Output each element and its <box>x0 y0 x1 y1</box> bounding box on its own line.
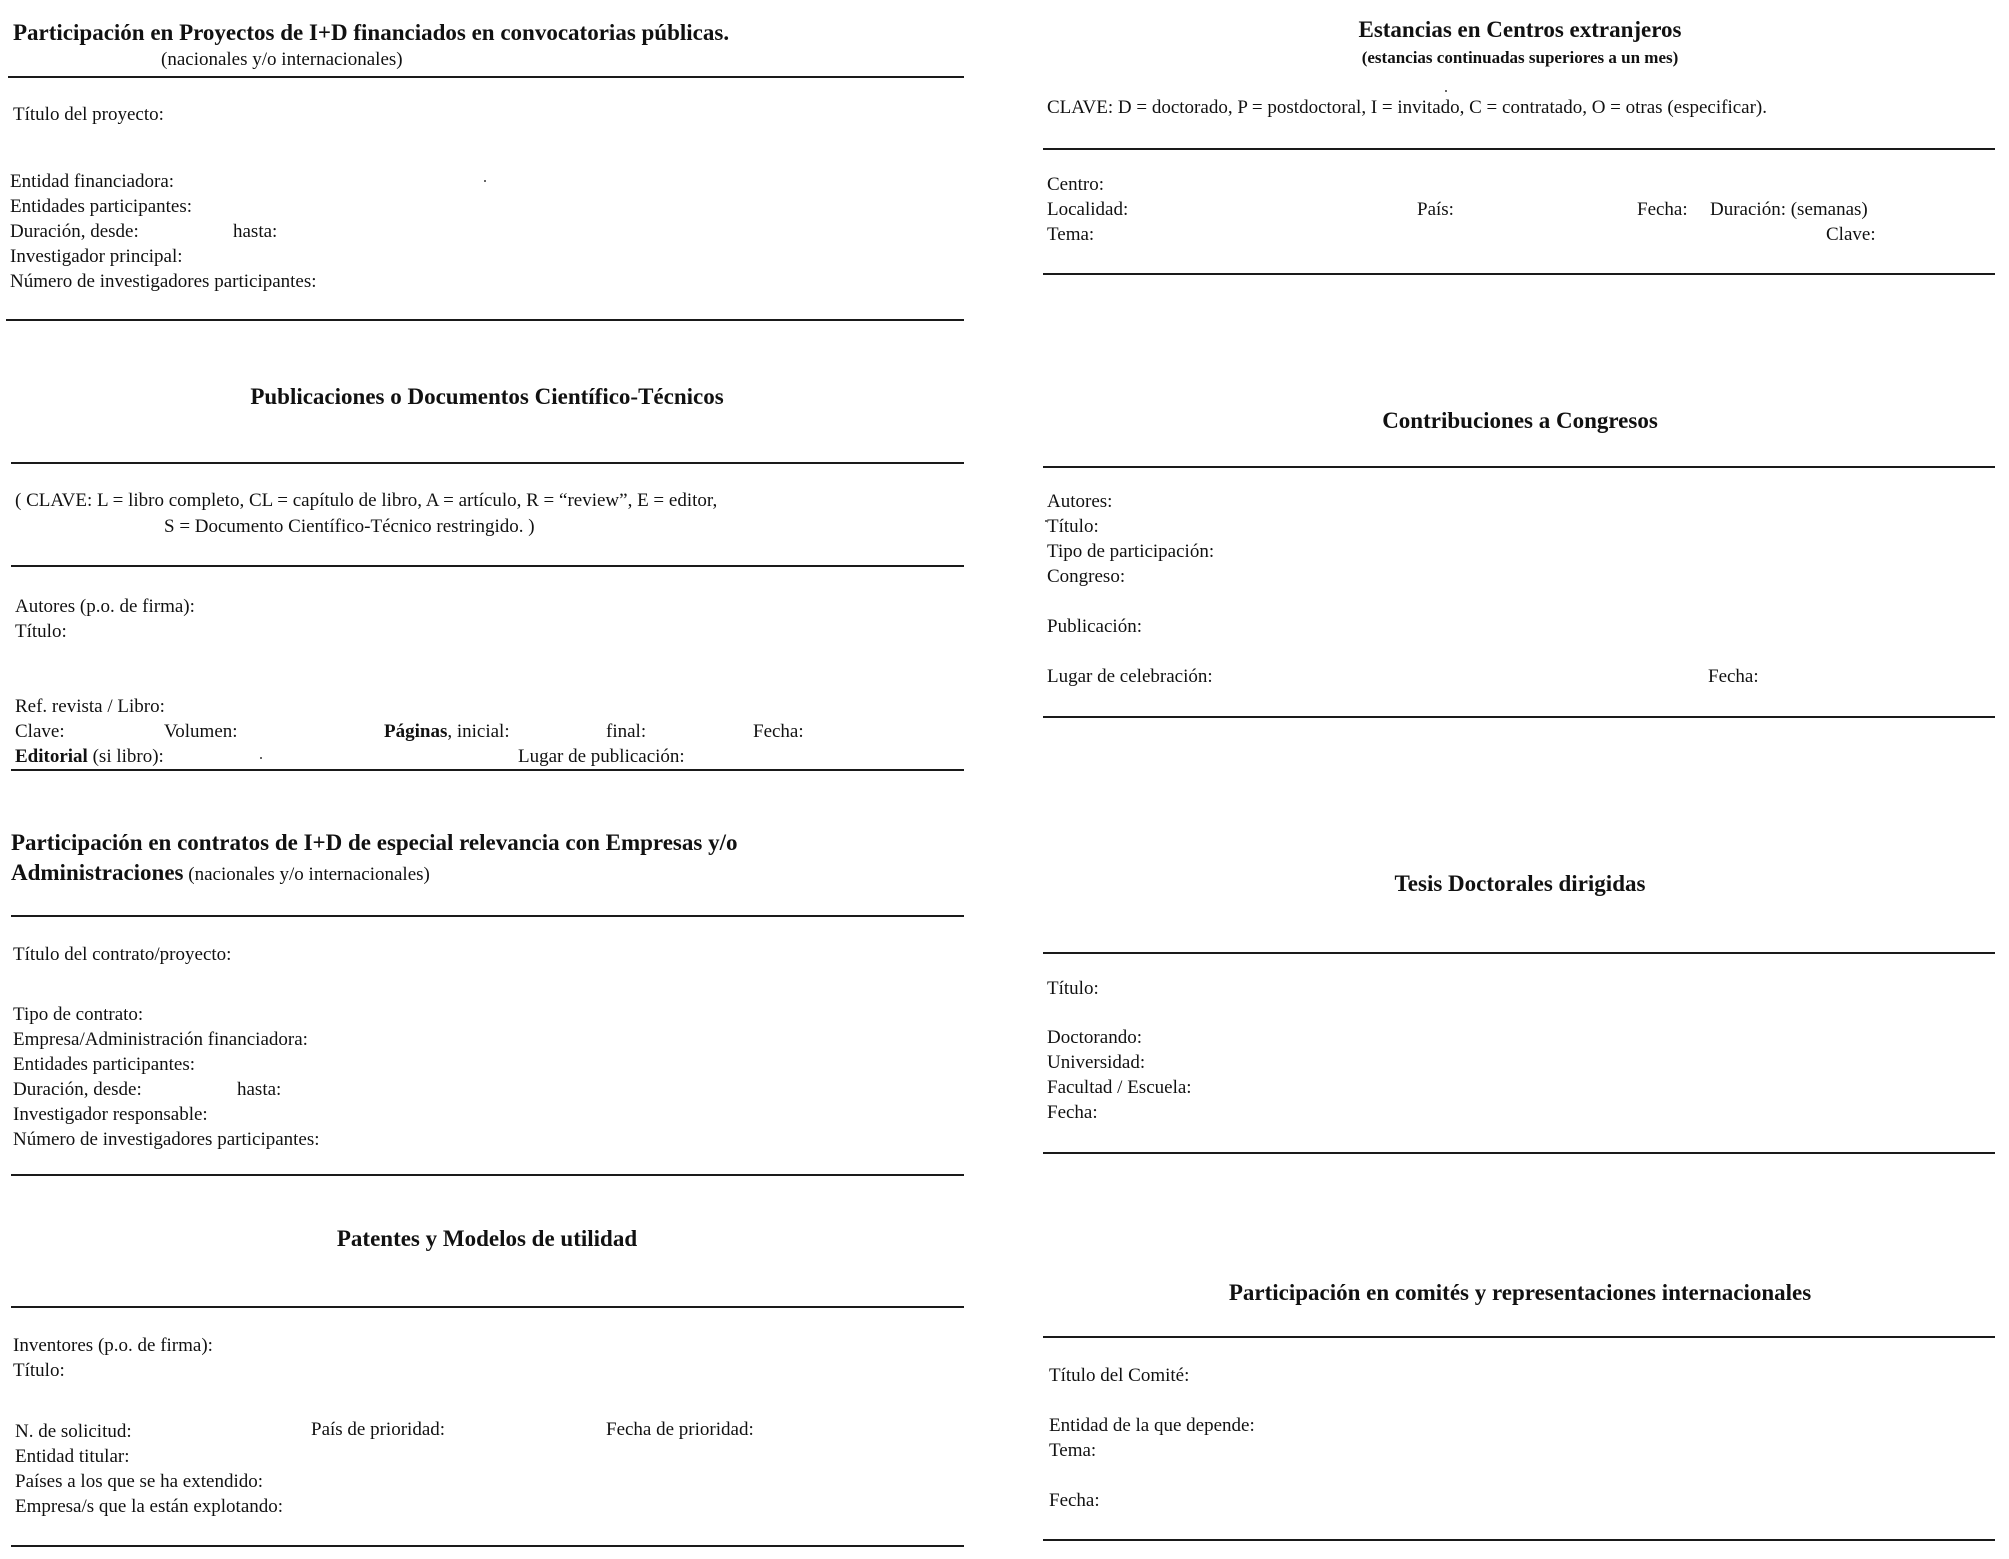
paginas-rest: , inicial: <box>447 721 510 742</box>
divider <box>1043 952 1995 954</box>
universidad-label: Universidad: <box>1047 1052 1146 1073</box>
tipo-contrato-label: Tipo de contrato: <box>13 1004 144 1025</box>
tesis-fecha-label: Fecha: <box>1047 1102 1098 1123</box>
divider <box>11 915 964 917</box>
numero-investigadores-label: Número de investigadores participantes: <box>10 271 317 292</box>
contrato-hasta-label: hasta: <box>237 1079 282 1100</box>
divider <box>1043 466 1995 468</box>
comite-titulo-label: Título del Comité: <box>1049 1365 1190 1386</box>
entidad-financiadora-label: Entidad financiadora: <box>10 171 175 192</box>
divider <box>11 565 964 567</box>
divider <box>1043 1152 1995 1154</box>
pub-titulo-label: Título: <box>15 621 67 642</box>
ref-revista-label: Ref. revista / Libro: <box>15 696 165 717</box>
clave-label: Clave: <box>15 721 65 742</box>
editorial-label <box>15 747 164 766</box>
congreso-autores-label: Autores: <box>1047 491 1113 512</box>
publicaciones-clave-line2: S = Documento Científico-Técnico restringido. ) <box>164 516 535 537</box>
divider <box>6 319 964 321</box>
investigador-responsable-label: Investigador responsable: <box>13 1104 208 1125</box>
fecha-prioridad-label: Fecha de prioridad: <box>606 1419 754 1440</box>
divider <box>11 1174 964 1176</box>
contratos-title-suffix: (nacionales y/o internacionales) <box>183 864 430 885</box>
contratos-title <box>11 828 961 890</box>
divider <box>11 462 964 464</box>
entidad-titular-label: Entidad titular: <box>15 1446 130 1467</box>
scan-speck <box>260 757 262 759</box>
publicaciones-clave-line1: ( CLAVE: L = libro completo, CL = capítulo de libro, A = artículo, R = “review”, E = editor, <box>15 490 718 511</box>
proyectos-title: Participación en Proyectos de I+D financiados en convocatorias públicas. <box>13 20 730 45</box>
patentes-title: Patentes y Modelos de utilidad <box>336 1226 638 1251</box>
lugar-celebracion-label: Lugar de celebración: <box>1047 666 1213 687</box>
scan-speck <box>1045 520 1047 522</box>
contrato-duracion-label: Duración, desde: <box>13 1079 142 1100</box>
doctorando-label: Doctorando: <box>1047 1027 1142 1048</box>
pub-fecha-label: Fecha: <box>753 721 804 742</box>
proyectos-subtitle: (nacionales y/o internacionales) <box>161 49 403 70</box>
paises-extendido-label: Países a los que se ha extendido: <box>15 1471 264 1492</box>
facultad-label: Facultad / Escuela: <box>1047 1077 1192 1098</box>
paginas-label <box>384 722 510 741</box>
editorial-rest: (si libro): <box>87 746 164 767</box>
lugar-publicacion-label: Lugar de publicación: <box>518 746 685 767</box>
divider <box>11 769 964 771</box>
patente-titulo-label: Título: <box>13 1360 65 1381</box>
comite-tema-label: Tema: <box>1049 1440 1097 1461</box>
autores-label: Autores (p.o. de firma): <box>15 596 195 617</box>
duracion-semanas-label: Duración: (semanas) <box>1710 199 1868 220</box>
empresa-financiadora-label: Empresa/Administración financiadora: <box>13 1029 308 1050</box>
divider <box>1043 1336 1995 1338</box>
inventores-label: Inventores (p.o. de firma): <box>13 1335 213 1356</box>
clave-field-label: Clave: <box>1826 224 1876 245</box>
solicitud-label: N. de solicitud: <box>15 1421 132 1442</box>
contratos-title-line1: Participación en contratos de I+D de especial relevancia con Empresas y/o <box>11 830 738 855</box>
localidad-label: Localidad: <box>1047 199 1129 220</box>
entidades-participantes-label: Entidades participantes: <box>10 196 193 217</box>
divider <box>1043 716 1995 718</box>
divider <box>1043 273 1995 275</box>
tema-label: Tema: <box>1047 224 1095 245</box>
estancias-title: Estancias en Centros extranjeros <box>1358 17 1682 42</box>
divider <box>1043 1539 1995 1541</box>
contrato-entidades-label: Entidades participantes: <box>13 1054 196 1075</box>
comites-title: Participación en comités y representaciones internacionales <box>1228 1280 1812 1305</box>
pais-prioridad-label: País de prioridad: <box>311 1419 446 1440</box>
duracion-desde-label: Duración, desde: <box>10 221 139 242</box>
tesis-titulo-label: Título: <box>1047 978 1099 999</box>
scan-speck <box>1445 90 1447 92</box>
empresas-explotando-label: Empresa/s que la están explotando: <box>15 1496 284 1517</box>
estancias-subtitle: (estancias continuadas superiores a un mes) <box>1361 48 1679 67</box>
contratos-title-line2: Administraciones <box>11 860 184 885</box>
tesis-title: Tesis Doctorales dirigidas <box>1394 871 1646 896</box>
congresos-title: Contribuciones a Congresos <box>1382 408 1658 433</box>
divider <box>11 1545 964 1547</box>
contrato-titulo-label: Título del contrato/proyecto: <box>13 944 232 965</box>
contrato-numero-label: Número de investigadores participantes: <box>13 1129 320 1150</box>
pais-label: País: <box>1417 199 1454 220</box>
scan-speck <box>484 180 486 182</box>
duracion-hasta-label: hasta: <box>233 221 278 242</box>
investigador-principal-label: Investigador principal: <box>10 246 183 267</box>
tipo-participacion-label: Tipo de participación: <box>1047 541 1215 562</box>
divider <box>8 76 964 78</box>
publicacion-label: Publicación: <box>1047 616 1142 637</box>
proyecto-titulo-label: Título del proyecto: <box>13 104 164 125</box>
congreso-label: Congreso: <box>1047 566 1126 587</box>
paginas-bold: Páginas <box>384 721 448 742</box>
divider <box>1043 148 1995 150</box>
comite-fecha-label: Fecha: <box>1049 1490 1100 1511</box>
estancias-clave-legend: CLAVE: D = doctorado, P = postdoctoral, I = invitado, C = contratado, O = otras (especificar). <box>1047 97 1767 118</box>
centro-label: Centro: <box>1047 174 1104 195</box>
divider <box>11 1306 964 1308</box>
editorial-bold: Editorial <box>15 746 88 767</box>
entidad-depende-label: Entidad de la que depende: <box>1049 1415 1255 1436</box>
estancia-fecha-label: Fecha: <box>1637 199 1688 220</box>
volumen-label: Volumen: <box>164 721 238 742</box>
final-label: final: <box>606 721 647 742</box>
congreso-fecha-label: Fecha: <box>1708 666 1759 687</box>
congreso-titulo-label: Título: <box>1047 516 1099 537</box>
publicaciones-title: Publicaciones o Documentos Científico-Técnicos <box>250 384 724 409</box>
